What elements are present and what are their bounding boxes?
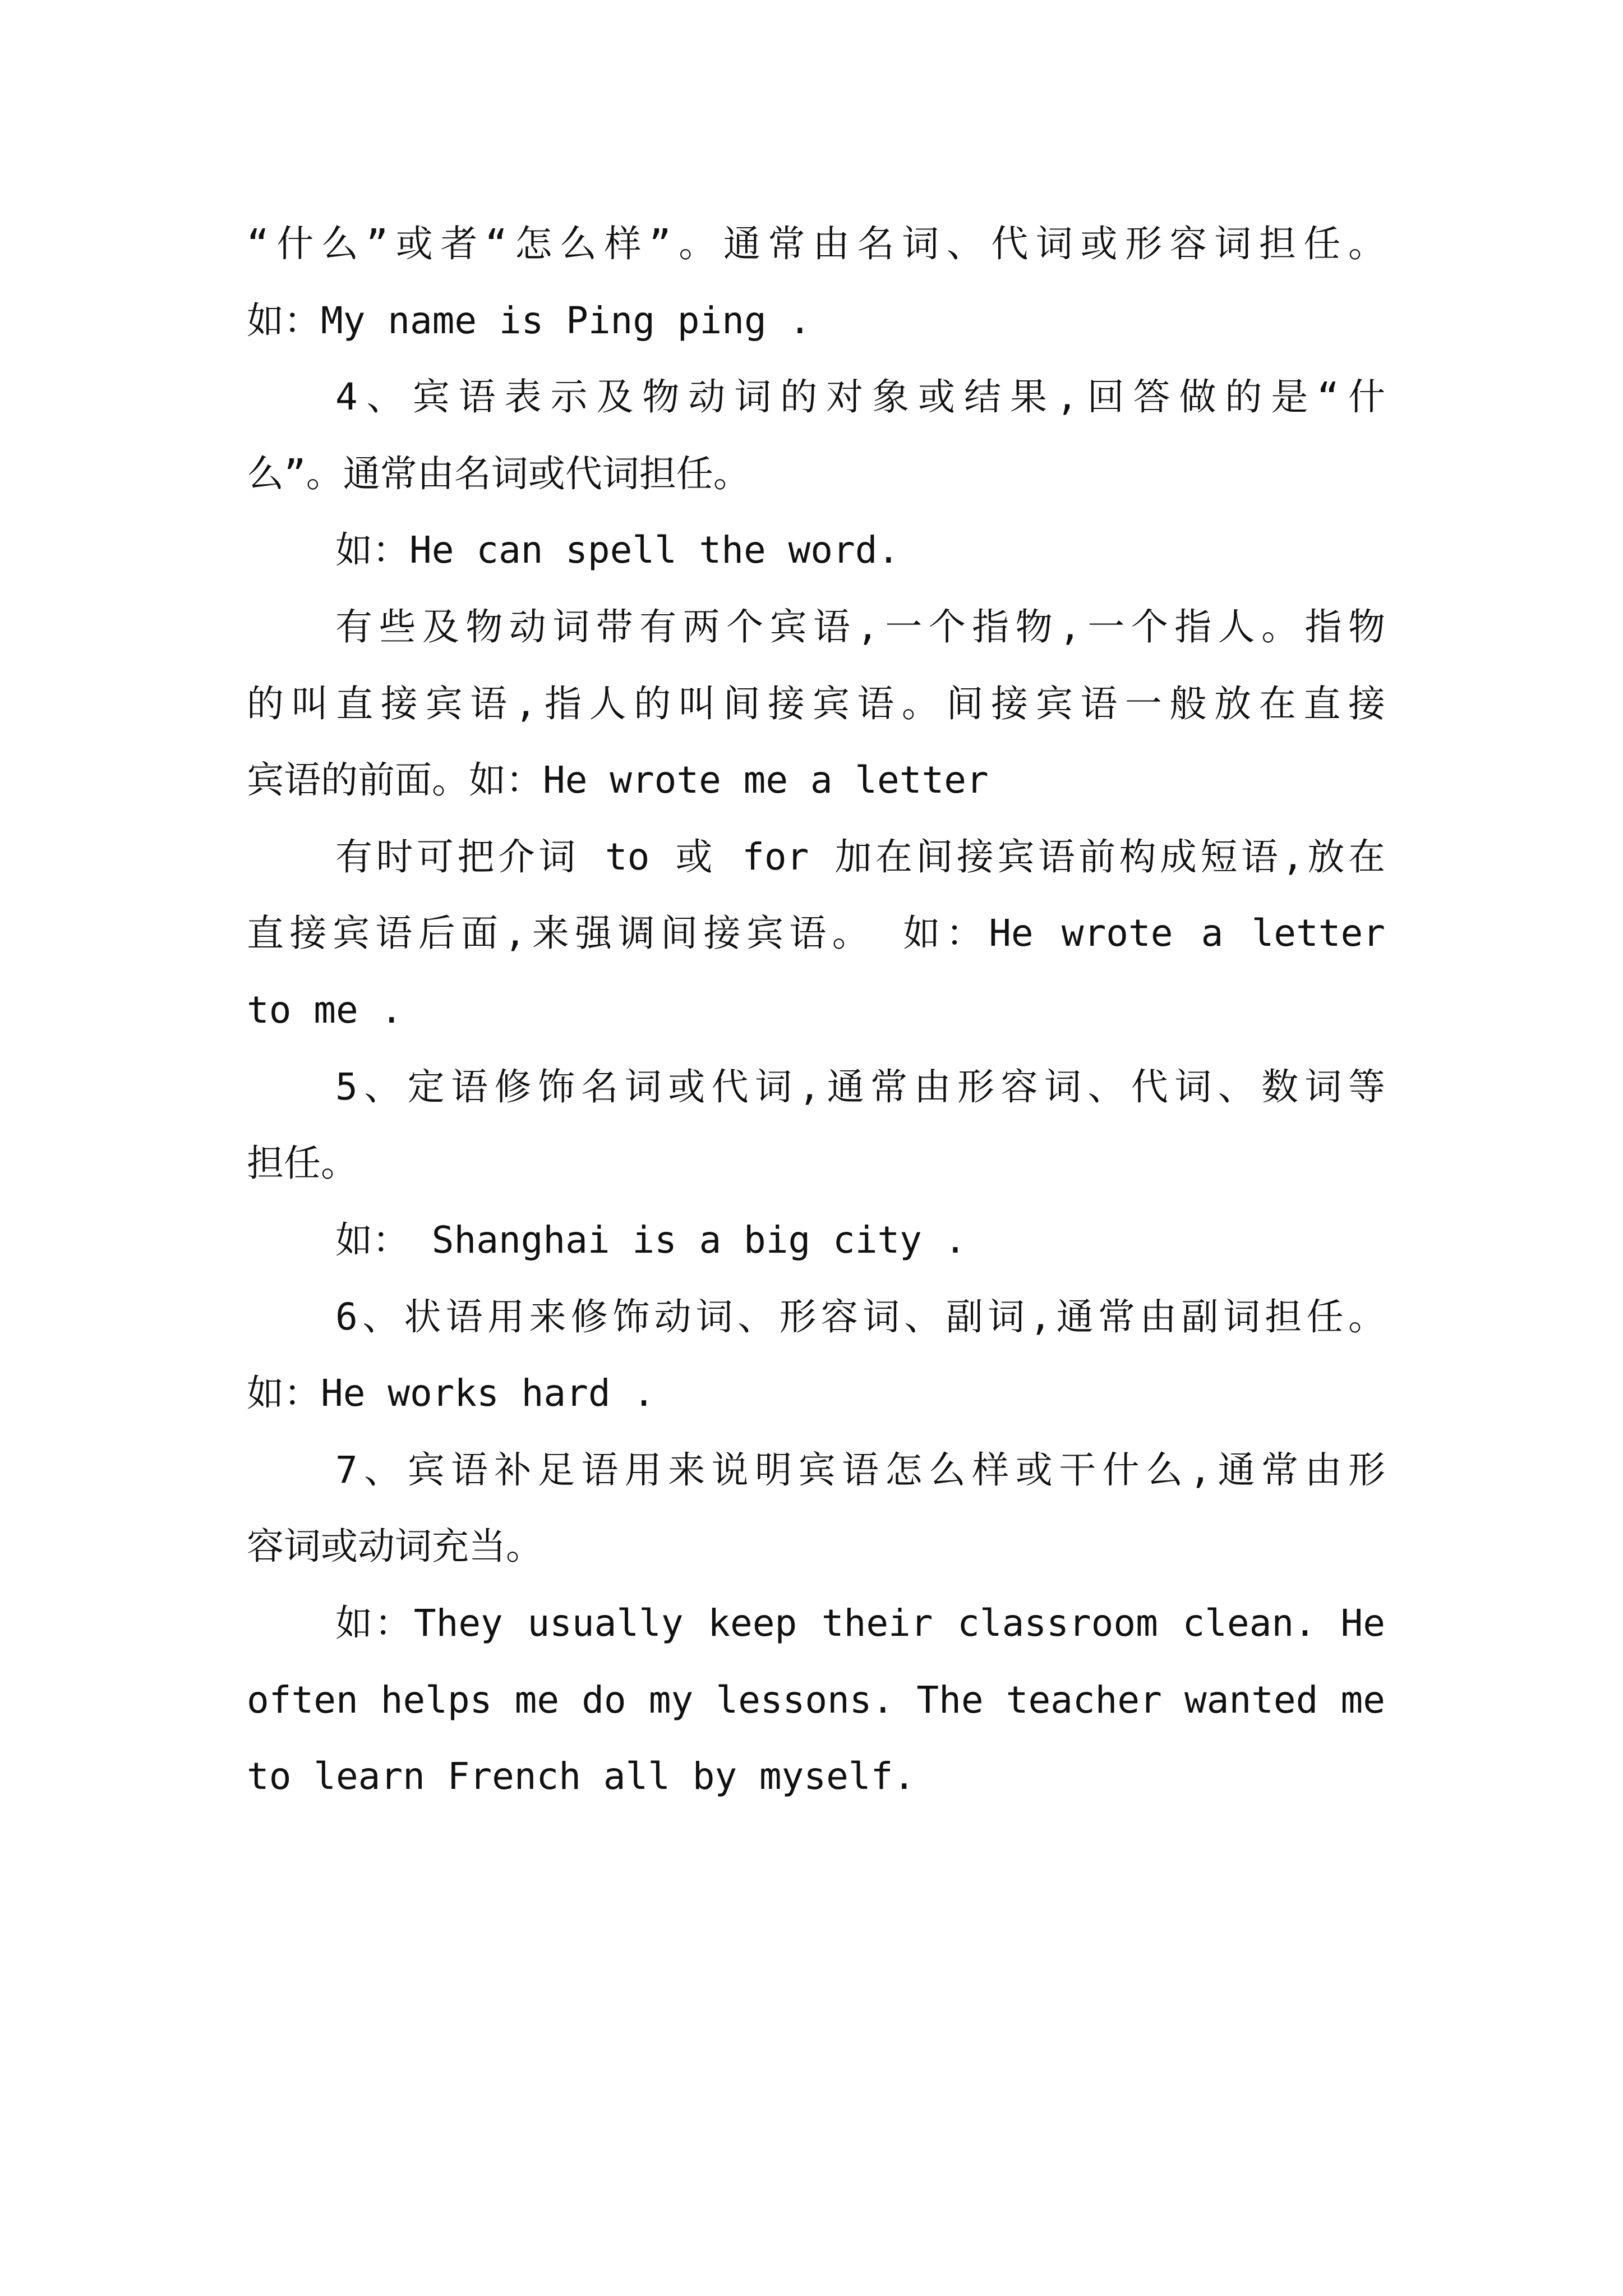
text-line-6: 有些及物动词带有两个宾语,一个指物,一个指人。指物: [335, 605, 1385, 648]
text-line-5: 如：He can spell the word.: [335, 528, 900, 572]
text-line-19: 如：They usually keep their classroom clean. He: [335, 1602, 1385, 1645]
text-line-15: 6、状语用来修饰动词、形容词、副词,通常由副词担任。: [335, 1295, 1385, 1338]
text-line-8: 宾语的前面。如：He wrote me a letter: [247, 758, 989, 802]
text-line-14: 如： Shanghai is a big city .: [335, 1218, 967, 1262]
text-line-13: 担任。: [247, 1142, 358, 1185]
text-line-7: 的叫直接宾语,指人的叫间接宾语。间接宾语一般放在直接: [247, 682, 1385, 725]
text-line-20: often helps me do my lessons. The teacher wanted me: [247, 1678, 1385, 1722]
text-line-4: 么”。通常由名词或代词担任。: [247, 452, 750, 495]
text-line-18: 容词或动词充当。: [247, 1525, 543, 1568]
text-line-12: 5、定语修饰名词或代词,通常由形容词、代词、数词等: [335, 1065, 1385, 1108]
text-line-9: 有时可把介词 to 或 for 加在间接宾语前构成短语,放在: [335, 835, 1385, 878]
text-line-3: 4、宾语表示及物动词的对象或结果,回答做的是“什: [335, 375, 1385, 418]
text-line-10: 直接宾语后面,来强调间接宾语。 如：He wrote a letter: [247, 912, 1385, 955]
text-line-2: 如：My name is Ping ping .: [247, 299, 811, 342]
text-line-17: 7、宾语补足语用来说明宾语怎么样或干什么,通常由形: [335, 1448, 1385, 1492]
text-line-11: to me .: [247, 988, 403, 1032]
text-line-16: 如：He works hard .: [247, 1372, 656, 1415]
text-line-1: “什么”或者“怎么样”。通常由名词、代词或形容词担任。: [247, 222, 1385, 265]
text-line-21: to learn French all by myself.: [247, 1755, 916, 1798]
